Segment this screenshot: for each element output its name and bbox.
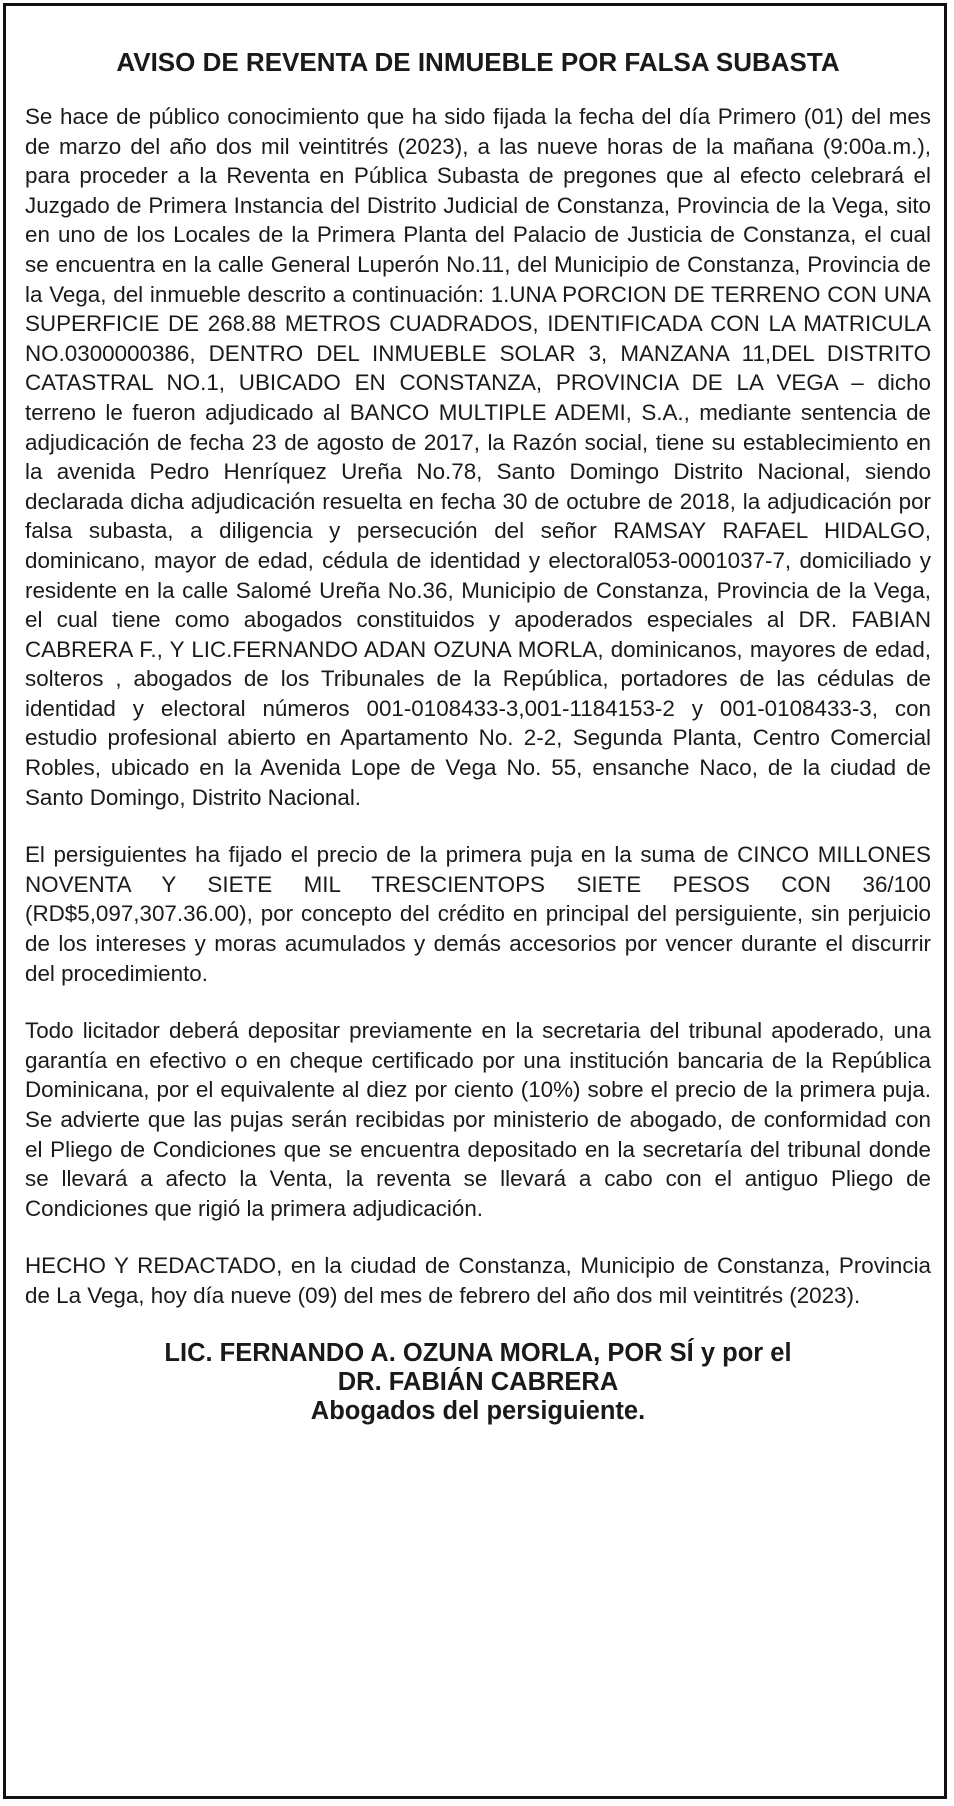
paragraph-auction-details: Se hace de público conocimiento que ha sido fijada la fecha del día Primero (01) del mes de marzo del año dos mil veintitrés (2023), a las nueve horas de la mañana (9:00a.m.), para proceder a la Reventa en Pública Subasta de pregones que al efecto celebrará el Juzgado de Primera Instancia del Distrito Judicial de Constanza, Provincia de la Vega, sito en uno de los Locales de la Primera Planta del Palacio de Justicia de Constanza, el cual se encuentra en la calle General Luperón No.11, del Municipio de Constanza, Provincia de la Vega, del inmueble descrito a continuación: 1.UNA PORCION DE TERRENO CON UNA SUPERFICIE DE 268.88 METROS CUADRADOS, IDENTIFICADA CON LA MATRICULA NO.0300000386, DENTRO DEL INMUEBLE SOLAR 3, MANZANA 11,DEL DISTRITO CATASTRAL NO.1, UBICADO EN CONSTANZA, PROVINCIA DE LA VEGA – dicho terreno le fueron adjudicado al BANCO MULTIPLE ADEMI, S.A., mediante sentencia de adjudicación de fecha 23 de agosto de 2017, la Razón social, tiene su establecimiento en la avenida Pedro Henríquez Ureña No.78, Santo Domingo Distrito Nacional, siendo declarada dicha adjudicación resuelta en fecha 30 de octubre de 2018, la adjudicación por falsa subasta, a diligencia y persecución del señor RAMSAY RAFAEL HIDALGO, dominicano, mayor de edad, cédula de identidad y electoral053-0001037-7, domiciliado y residente en la calle Salomé Ureña No.36, Municipio de Constanza, Provincia de la Vega, el cual tiene como abogados constituidos y apoderados especiales al DR. FABIAN CABRERA F., Y LIC.FERNANDO ADAN OZUNA MORLA, dominicanos, mayores de edad, solteros , abogados de los Tribunales de la República, portadores de las cédulas de identidad y electoral números 001-0108433-3,001-1184153-2 y 001-0108433-3, con estudio profesional abierto en Apartamento No. 2-2, Segunda Planta, Centro Comercial Robles, ubicado en la Avenida Lope de Vega No. 55, ensanche Naco, de la ciudad de Santo Domingo, Distrito Nacional. bbox=[25, 104, 931, 810]
notice-border bbox=[3, 3, 947, 1799]
signature-block bbox=[25, 1339, 931, 1426]
paragraph-starting-price: El persiguientes ha fijado el precio de la primera puja en la suma de CINCO MILLONES NOVENTA Y SIETE MIL TRESCIENTOPS SIETE PESOS CON 36/100 (RD$5,097,307.36.00), por concepto del crédito en principal del persiguiente, sin perjuicio de los intereses y moras acumulados y demás accesorios por vencer durante el discurrir del procedimiento. bbox=[25, 842, 931, 986]
paragraph-bidder-guarantee: Todo licitador deberá depositar previamente en la secretaria del tribunal apoderado, una garantía en efectivo o en cheque certificado por una institución bancaria de la República Dominicana, por el equivalente al diez por ciento (10%) sobre el precio de la primera puja. Se advierte que las pujas serán recibidas por ministerio de abogado, de conformidad con el Pliego de Condiciones que se encuentra depositado en la secretaría del tribunal donde se llevará a afecto la Venta, la reventa se llevará a cabo con el antiguo Pliego de Condiciones que rigió la primera adjudicación. bbox=[25, 1018, 931, 1221]
notice-content bbox=[25, 6, 931, 1426]
signature-line-1: LIC. FERNANDO A. OZUNA MORLA, POR SÍ y por el bbox=[164, 1338, 792, 1367]
paragraph-date-place: HECHO Y REDACTADO, en la ciudad de Constanza, Municipio de Constanza, Provincia de La Vega, hoy día nueve (09) del mes de febrero del año dos mil veintitrés (2023). bbox=[25, 1253, 931, 1308]
signature-line-2: DR. FABIÁN CABRERA bbox=[337, 1367, 619, 1396]
notice-title: AVISO DE REVENTA DE INMUEBLE POR FALSA SUBASTA bbox=[116, 47, 840, 77]
signature-line-3: Abogados del persiguiente. bbox=[310, 1396, 646, 1425]
